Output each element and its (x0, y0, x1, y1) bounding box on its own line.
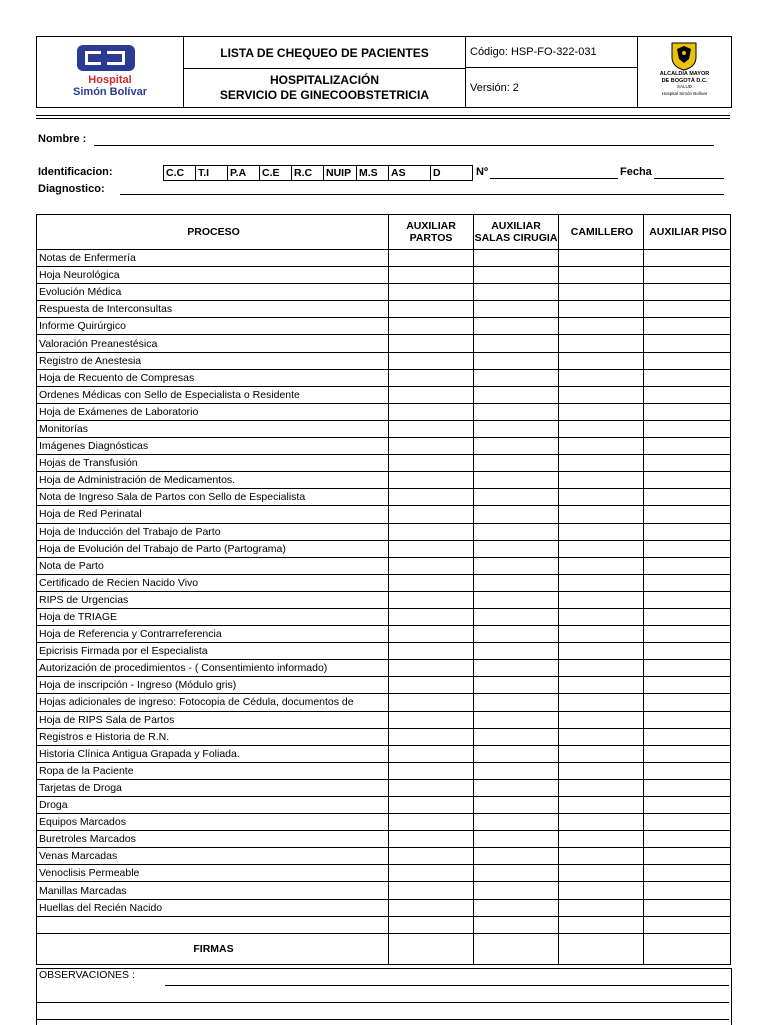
check-cell[interactable] (389, 420, 474, 437)
check-cell[interactable] (474, 762, 559, 779)
check-cell[interactable] (559, 814, 644, 831)
process-name: Hojas adicionales de ingreso: Fotocopia de Cédula, documentos de (37, 694, 389, 711)
check-cell[interactable] (474, 250, 559, 267)
process-name: Buretroles Marcados (37, 831, 389, 848)
table-row (37, 608, 731, 625)
table-row (37, 882, 731, 899)
check-cell[interactable] (644, 831, 731, 848)
signature-cell[interactable] (474, 933, 559, 964)
check-cell[interactable] (644, 523, 731, 540)
observations-label: OBSERVACIONES : (39, 969, 135, 981)
process-name: Droga (37, 797, 389, 814)
check-cell[interactable] (559, 591, 644, 608)
process-name: Historia Clínica Antigua Grapada y Foliada. (37, 745, 389, 762)
check-cell[interactable] (474, 591, 559, 608)
process-name: RIPS de Urgencias (37, 591, 389, 608)
column-header: AUXILIAR SALAS CIRUGIA (474, 215, 559, 250)
table-row (37, 762, 731, 779)
process-name: Informe Quirúrgico (37, 318, 389, 335)
process-name: Epicrisis Firmada por el Especialista (37, 643, 389, 660)
check-cell[interactable] (474, 745, 559, 762)
check-cell[interactable] (389, 284, 474, 301)
check-cell[interactable] (474, 865, 559, 882)
check-cell[interactable] (559, 882, 644, 899)
check-cell[interactable] (389, 403, 474, 420)
check-cell[interactable] (644, 677, 731, 694)
check-cell[interactable] (644, 745, 731, 762)
check-cell[interactable] (389, 916, 474, 933)
check-cell[interactable] (474, 438, 559, 455)
table-row (37, 643, 731, 660)
check-cell[interactable] (644, 540, 731, 557)
check-cell[interactable] (559, 318, 644, 335)
table-row (37, 284, 731, 301)
seal-line2: DE BOGOTÁ D.C. (661, 77, 708, 84)
check-cell[interactable] (389, 369, 474, 386)
check-cell[interactable] (559, 284, 644, 301)
check-cell[interactable] (474, 420, 559, 437)
check-cell[interactable] (559, 420, 644, 437)
process-name: Nota de Parto (37, 557, 389, 574)
check-cell[interactable] (474, 779, 559, 796)
check-cell[interactable] (559, 643, 644, 660)
check-cell[interactable] (389, 779, 474, 796)
table-row (37, 591, 731, 608)
check-cell[interactable] (474, 660, 559, 677)
check-cell[interactable] (559, 762, 644, 779)
check-cell[interactable] (559, 899, 644, 916)
check-cell[interactable] (559, 438, 644, 455)
check-cell[interactable] (389, 831, 474, 848)
check-cell[interactable] (474, 489, 559, 506)
table-row (37, 403, 731, 420)
hospital-logo (37, 37, 184, 107)
check-cell[interactable] (389, 557, 474, 574)
process-name: Hoja de Referencia y Contrarreferencia (37, 626, 389, 643)
check-cell[interactable] (559, 301, 644, 318)
check-cell[interactable] (644, 438, 731, 455)
check-cell[interactable] (389, 728, 474, 745)
observations-line[interactable] (37, 1002, 729, 1003)
check-cell[interactable] (644, 506, 731, 523)
check-cell[interactable] (474, 540, 559, 557)
check-cell[interactable] (474, 643, 559, 660)
document-subtitle (184, 69, 465, 107)
table-row (37, 711, 731, 728)
check-cell[interactable] (644, 420, 731, 437)
check-cell[interactable] (389, 797, 474, 814)
check-cell[interactable] (559, 608, 644, 625)
check-cell[interactable] (389, 711, 474, 728)
check-cell[interactable] (474, 455, 559, 472)
check-cell[interactable] (389, 489, 474, 506)
check-cell[interactable] (559, 557, 644, 574)
column-header: AUXILIAR PARTOS (389, 215, 474, 250)
process-name: Registro de Anestesia (37, 352, 389, 369)
check-cell[interactable] (389, 643, 474, 660)
check-cell[interactable] (389, 660, 474, 677)
check-cell[interactable] (559, 352, 644, 369)
checklist-table (36, 214, 731, 965)
check-cell[interactable] (474, 403, 559, 420)
check-cell[interactable] (559, 506, 644, 523)
name-field[interactable] (94, 145, 714, 146)
check-cell[interactable] (389, 626, 474, 643)
process-name: Respuesta de Interconsultas (37, 301, 389, 318)
process-name: Hoja de TRIAGE (37, 608, 389, 625)
check-cell[interactable] (389, 591, 474, 608)
check-cell[interactable] (644, 694, 731, 711)
table-row (37, 677, 731, 694)
subtitle-line1: HOSPITALIZACIÓN (269, 73, 380, 87)
table-row (37, 438, 731, 455)
check-cell[interactable] (644, 814, 731, 831)
table-row (37, 489, 731, 506)
table-row (37, 352, 731, 369)
seal-line4: Hospital Simón Bolívar (661, 90, 708, 96)
check-cell[interactable] (644, 643, 731, 660)
date-field[interactable] (654, 178, 724, 179)
document-code: Código: HSP-FO-322-031 (466, 37, 637, 68)
check-cell[interactable] (474, 506, 559, 523)
check-cell[interactable] (474, 848, 559, 865)
check-cell[interactable] (474, 352, 559, 369)
process-name: Certificado de Recien Nacido Vivo (37, 574, 389, 591)
table-row (37, 779, 731, 796)
table-row (37, 745, 731, 762)
document-version: Versión: 2 (470, 82, 519, 94)
check-cell[interactable] (559, 386, 644, 403)
check-cell[interactable] (389, 745, 474, 762)
check-cell[interactable] (559, 848, 644, 865)
check-cell[interactable] (644, 608, 731, 625)
check-cell[interactable] (559, 779, 644, 796)
check-cell[interactable] (559, 797, 644, 814)
table-row (37, 267, 731, 284)
check-cell[interactable] (389, 608, 474, 625)
process-name: Valoración Preanestésica (37, 335, 389, 352)
check-cell[interactable] (644, 250, 731, 267)
process-name: Huellas del Recién Nacido (37, 899, 389, 916)
table-row (37, 660, 731, 677)
table-row (37, 386, 731, 403)
process-name: Evolución Médica (37, 284, 389, 301)
check-cell[interactable] (389, 455, 474, 472)
check-cell[interactable] (389, 814, 474, 831)
observations-line[interactable] (37, 1019, 729, 1020)
check-cell[interactable] (644, 403, 731, 420)
table-row (37, 318, 731, 335)
check-cell[interactable] (644, 386, 731, 403)
check-cell[interactable] (389, 848, 474, 865)
process-name: Notas de Enfermería (37, 250, 389, 267)
process-name: Equipos Marcados (37, 814, 389, 831)
check-cell[interactable] (559, 403, 644, 420)
check-cell[interactable] (644, 728, 731, 745)
check-cell[interactable] (644, 762, 731, 779)
check-cell[interactable] (389, 318, 474, 335)
check-cell[interactable] (644, 489, 731, 506)
check-cell[interactable] (389, 540, 474, 557)
table-row (37, 916, 731, 933)
table-row (37, 899, 731, 916)
check-cell[interactable] (389, 335, 474, 352)
seal-line3: SALUD (676, 84, 692, 89)
check-cell[interactable] (644, 472, 731, 489)
check-cell[interactable] (559, 660, 644, 677)
check-cell[interactable] (644, 455, 731, 472)
org-name-line1: Hospital (88, 74, 132, 86)
check-cell[interactable] (644, 797, 731, 814)
check-cell[interactable] (559, 523, 644, 540)
check-cell[interactable] (644, 352, 731, 369)
check-cell[interactable] (644, 848, 731, 865)
check-cell[interactable] (474, 626, 559, 643)
check-cell[interactable] (474, 335, 559, 352)
signatures-row (37, 933, 731, 964)
observations-section (36, 968, 732, 1025)
check-cell[interactable] (389, 352, 474, 369)
process-name (37, 916, 389, 933)
table-row (37, 523, 731, 540)
check-cell[interactable] (474, 369, 559, 386)
check-cell[interactable] (389, 762, 474, 779)
check-cell[interactable] (559, 831, 644, 848)
check-cell[interactable] (389, 882, 474, 899)
check-cell[interactable] (474, 677, 559, 694)
id-type-box[interactable]: P.A (227, 165, 260, 181)
process-name: Registros e Historia de R.N. (37, 728, 389, 745)
check-cell[interactable] (474, 711, 559, 728)
table-row (37, 865, 731, 882)
table-row (37, 814, 731, 831)
check-cell[interactable] (559, 865, 644, 882)
check-cell[interactable] (474, 574, 559, 591)
check-cell[interactable] (389, 677, 474, 694)
process-name: Hoja de Red Perinatal (37, 506, 389, 523)
check-cell[interactable] (474, 831, 559, 848)
table-row (37, 506, 731, 523)
check-cell[interactable] (644, 369, 731, 386)
table-row (37, 728, 731, 745)
check-cell[interactable] (644, 284, 731, 301)
check-cell[interactable] (389, 438, 474, 455)
check-cell[interactable] (644, 574, 731, 591)
id-type-box[interactable]: C.E (259, 165, 292, 181)
check-cell[interactable] (644, 660, 731, 677)
table-row (37, 831, 731, 848)
divider (36, 115, 730, 116)
id-type-box[interactable]: M.S (356, 165, 389, 181)
check-cell[interactable] (644, 882, 731, 899)
table-row (37, 335, 731, 352)
process-name: Hoja de inscripción - Ingreso (Módulo gris) (37, 677, 389, 694)
id-type-box[interactable]: D (430, 165, 473, 181)
signature-cell[interactable] (644, 933, 731, 964)
check-cell[interactable] (559, 369, 644, 386)
check-cell[interactable] (389, 250, 474, 267)
check-cell[interactable] (474, 284, 559, 301)
check-cell[interactable] (644, 711, 731, 728)
signatures-label: FIRMAS (37, 933, 389, 964)
check-cell[interactable] (644, 916, 731, 933)
document-header (36, 36, 732, 108)
check-cell[interactable] (474, 899, 559, 916)
signature-cell[interactable] (389, 933, 474, 964)
id-type-box[interactable]: AS (388, 165, 431, 181)
check-cell[interactable] (559, 540, 644, 557)
table-row (37, 455, 731, 472)
process-name: Venas Marcadas (37, 848, 389, 865)
table-row (37, 250, 731, 267)
id-type-box[interactable]: NUIP (323, 165, 357, 181)
check-cell[interactable] (644, 301, 731, 318)
seal-line1: ALCALDÍA MAYOR (659, 71, 710, 77)
table-row (37, 301, 731, 318)
id-type-box[interactable]: R.C (291, 165, 324, 181)
check-cell[interactable] (644, 626, 731, 643)
check-cell[interactable] (474, 694, 559, 711)
number-field[interactable] (490, 178, 618, 179)
date-label: Fecha (620, 166, 652, 178)
check-cell[interactable] (559, 250, 644, 267)
check-cell[interactable] (389, 523, 474, 540)
table-row (37, 797, 731, 814)
check-cell[interactable] (389, 694, 474, 711)
hospital-logo-icon (77, 45, 135, 71)
check-cell[interactable] (474, 557, 559, 574)
process-name: Hoja de Recuento de Compresas (37, 369, 389, 386)
table-row (37, 848, 731, 865)
observations-line[interactable] (165, 985, 729, 986)
check-cell[interactable] (389, 267, 474, 284)
check-cell[interactable] (474, 318, 559, 335)
id-type-box[interactable]: T.I (195, 165, 228, 181)
table-row (37, 540, 731, 557)
process-name: Hoja de Inducción del Trabajo de Parto (37, 523, 389, 540)
check-cell[interactable] (559, 745, 644, 762)
coat-of-arms-icon (670, 41, 698, 71)
process-name: Hoja de RIPS Sala de Partos (37, 711, 389, 728)
process-name: Ropa de la Paciente (37, 762, 389, 779)
check-cell[interactable] (389, 899, 474, 916)
check-cell[interactable] (644, 899, 731, 916)
check-cell[interactable] (559, 728, 644, 745)
org-name-line2: Simón Bolívar (73, 86, 147, 98)
check-cell[interactable] (474, 301, 559, 318)
check-cell[interactable] (389, 472, 474, 489)
check-cell[interactable] (389, 386, 474, 403)
check-cell[interactable] (559, 711, 644, 728)
column-header: AUXILIAR PISO (644, 215, 731, 250)
table-row (37, 626, 731, 643)
check-cell[interactable] (559, 472, 644, 489)
process-name: Venoclisis Permeable (37, 865, 389, 882)
check-cell[interactable] (644, 779, 731, 796)
process-name: Hojas de Transfusión (37, 455, 389, 472)
check-cell[interactable] (644, 335, 731, 352)
check-cell[interactable] (474, 814, 559, 831)
id-label: Identificacion: (38, 166, 113, 178)
process-name: Imágenes Diagnósticas (37, 438, 389, 455)
process-name: Hoja de Administración de Medicamentos. (37, 472, 389, 489)
table-row (37, 472, 731, 489)
process-name: Ordenes Médicas con Sello de Especialista o Residente (37, 386, 389, 403)
check-cell[interactable] (559, 677, 644, 694)
check-cell[interactable] (644, 557, 731, 574)
check-cell[interactable] (389, 574, 474, 591)
bogota-seal (638, 37, 731, 107)
signature-cell[interactable] (559, 933, 644, 964)
document-title: LISTA DE CHEQUEO DE PACIENTES (184, 37, 465, 69)
table-row (37, 369, 731, 386)
check-cell[interactable] (474, 267, 559, 284)
process-name: Autorización de procedimientos - ( Consentimiento informado) (37, 660, 389, 677)
process-name: Manillas Marcadas (37, 882, 389, 899)
diagnosis-field[interactable] (120, 194, 724, 195)
check-cell[interactable] (559, 489, 644, 506)
column-header: PROCESO (37, 215, 389, 250)
check-cell[interactable] (474, 916, 559, 933)
process-name: Hoja de Evolución del Trabajo de Parto (Partograma) (37, 540, 389, 557)
check-cell[interactable] (559, 916, 644, 933)
diagnosis-label: Diagnostico: (38, 183, 105, 195)
table-header-row (37, 215, 731, 250)
subtitle-line2: SERVICIO DE GINECOOBSTETRICIA (219, 88, 430, 102)
check-cell[interactable] (474, 608, 559, 625)
check-cell[interactable] (474, 523, 559, 540)
check-cell[interactable] (474, 472, 559, 489)
process-name: Hoja de Exámenes de Laboratorio (37, 403, 389, 420)
check-cell[interactable] (559, 455, 644, 472)
check-cell[interactable] (644, 267, 731, 284)
check-cell[interactable] (389, 506, 474, 523)
check-cell[interactable] (474, 882, 559, 899)
check-cell[interactable] (474, 386, 559, 403)
check-cell[interactable] (389, 865, 474, 882)
process-name: Hoja Neurológica (37, 267, 389, 284)
column-header: CAMILLERO (559, 215, 644, 250)
name-label: Nombre : (38, 133, 87, 145)
check-cell[interactable] (559, 335, 644, 352)
table-row (37, 420, 731, 437)
check-cell[interactable] (474, 728, 559, 745)
check-cell[interactable] (644, 591, 731, 608)
table-row (37, 557, 731, 574)
table-row (37, 574, 731, 591)
process-name: Tarjetas de Droga (37, 779, 389, 796)
check-cell[interactable] (559, 267, 644, 284)
check-cell[interactable] (474, 797, 559, 814)
check-cell[interactable] (644, 865, 731, 882)
check-cell[interactable] (559, 694, 644, 711)
process-name: Monitorías (37, 420, 389, 437)
table-row (37, 694, 731, 711)
check-cell[interactable] (559, 626, 644, 643)
check-cell[interactable] (644, 318, 731, 335)
id-type-box[interactable]: C.C (163, 165, 196, 181)
number-label: Nº (476, 166, 488, 178)
check-cell[interactable] (389, 301, 474, 318)
process-name: Nota de Ingreso Sala de Partos con Sello de Especialista (37, 489, 389, 506)
divider (36, 118, 730, 119)
check-cell[interactable] (559, 574, 644, 591)
